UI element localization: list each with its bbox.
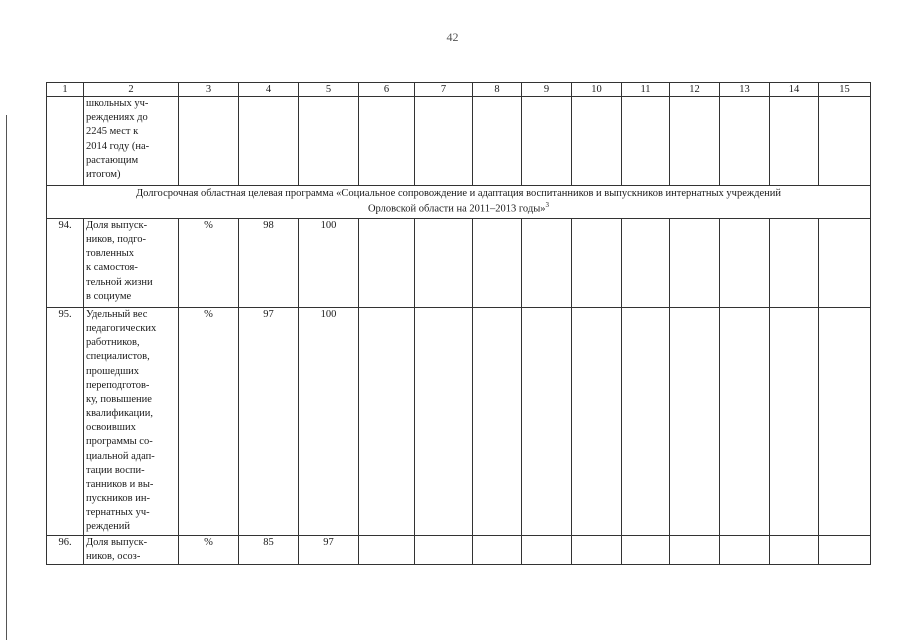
- empty-cell: [819, 307, 871, 535]
- num-cell: [47, 97, 84, 186]
- empty-cell: [239, 97, 299, 186]
- name-line: реждений: [86, 521, 131, 533]
- header-cell: 1: [47, 83, 84, 97]
- header-cell: 6: [359, 83, 415, 97]
- empty-cell: [572, 307, 622, 535]
- table-row: [47, 97, 871, 186]
- empty-cell: [819, 218, 871, 307]
- empty-cell: [670, 535, 720, 564]
- header-cell: 9: [522, 83, 572, 97]
- value-cell: 85: [239, 535, 299, 564]
- name-line: тации воспи-: [86, 464, 145, 476]
- empty-cell: [522, 307, 572, 535]
- column-number-row: [47, 83, 871, 97]
- empty-cell: [522, 535, 572, 564]
- empty-cell: [473, 307, 522, 535]
- indicator-name-cell: [84, 535, 179, 564]
- name-line: Удельный вес: [86, 308, 148, 320]
- empty-cell: [670, 218, 720, 307]
- header-cell: 8: [473, 83, 522, 97]
- empty-cell: [770, 535, 819, 564]
- value-cell: 100: [299, 307, 359, 535]
- name-line: педагогических: [86, 323, 157, 335]
- name-line: танников и вы-: [86, 478, 154, 490]
- header-cell: 5: [299, 83, 359, 97]
- unit-cell: %: [179, 535, 239, 564]
- empty-cell: [359, 218, 415, 307]
- name-line: 2014 году (на-: [86, 140, 150, 152]
- empty-cell: [572, 218, 622, 307]
- name-line: реждениях до: [86, 112, 148, 124]
- empty-cell: [473, 97, 522, 186]
- name-line: Доля выпуск-: [86, 219, 148, 231]
- empty-cell: [819, 535, 871, 564]
- name-line: квалификации,: [86, 408, 154, 420]
- header-cell: 12: [670, 83, 720, 97]
- name-line: тельной жизни: [86, 276, 153, 288]
- header-cell: 15: [819, 83, 871, 97]
- empty-cell: [359, 535, 415, 564]
- empty-cell: [770, 218, 819, 307]
- row-number: 96.: [47, 535, 84, 564]
- page-number: 42: [446, 30, 459, 44]
- name-line: пускников ин-: [86, 493, 151, 505]
- name-line: освоивших: [86, 422, 136, 434]
- name-line: специалистов,: [86, 351, 150, 363]
- header-cell: 4: [239, 83, 299, 97]
- table-row: [47, 535, 871, 564]
- footnote-marker: 3: [545, 201, 550, 210]
- indicator-name-cell: [84, 218, 179, 307]
- section-heading-row: [47, 186, 871, 219]
- empty-cell: [473, 535, 522, 564]
- empty-cell: [770, 97, 819, 186]
- name-line: работников,: [86, 337, 140, 349]
- indicator-name-cell: [84, 97, 179, 186]
- table-row: [47, 218, 871, 307]
- row-number: 95.: [47, 307, 84, 535]
- name-line: Доля выпуск-: [86, 536, 148, 548]
- header-cell: 13: [720, 83, 770, 97]
- name-line: программы со-: [86, 436, 153, 448]
- margin-line: [6, 115, 7, 640]
- empty-cell: [720, 307, 770, 535]
- name-line: 2245 мест к: [86, 126, 139, 138]
- name-line: товленных: [86, 248, 134, 260]
- header-cell: 2: [84, 83, 179, 97]
- name-line: школьных уч-: [86, 98, 149, 109]
- name-line: ников, подго-: [86, 234, 146, 246]
- empty-cell: [522, 97, 572, 186]
- empty-cell: [359, 307, 415, 535]
- empty-cell: [622, 307, 670, 535]
- indicators-table: [46, 82, 871, 565]
- empty-cell: [622, 218, 670, 307]
- name-line: растающим: [86, 154, 139, 166]
- value-cell: 97: [239, 307, 299, 535]
- name-line: к самостоя-: [86, 262, 138, 274]
- table-row: [47, 307, 871, 535]
- empty-cell: [572, 535, 622, 564]
- section-line-1: Долгосрочная областная целевая программа «Социальное сопровождение и адаптация воспитанников и выпускников интернатных учреждений: [136, 188, 781, 199]
- unit-cell: %: [179, 307, 239, 535]
- value-cell: 100: [299, 218, 359, 307]
- empty-cell: [622, 97, 670, 186]
- empty-cell: [359, 97, 415, 186]
- empty-cell: [770, 307, 819, 535]
- name-line: в социуме: [86, 290, 132, 302]
- empty-cell: [720, 218, 770, 307]
- empty-cell: [415, 218, 473, 307]
- name-line: прошедших: [86, 365, 140, 377]
- value-cell: 98: [239, 218, 299, 307]
- header-cell: 3: [179, 83, 239, 97]
- section-line-2-text: Орловской области на 2011–2013 годы»: [367, 203, 546, 215]
- empty-cell: [473, 218, 522, 307]
- empty-cell: [670, 97, 720, 186]
- name-line: циальной адап-: [86, 450, 155, 462]
- section-heading: [47, 186, 871, 219]
- empty-cell: [720, 535, 770, 564]
- empty-cell: [415, 307, 473, 535]
- header-cell: 10: [572, 83, 622, 97]
- empty-cell: [415, 535, 473, 564]
- empty-cell: [720, 97, 770, 186]
- header-cell: 11: [622, 83, 670, 97]
- section-line-2: [51, 201, 866, 217]
- header-cell: 7: [415, 83, 473, 97]
- name-line: итогом): [86, 168, 121, 180]
- name-line: ников, осоз-: [86, 550, 141, 562]
- empty-cell: [670, 307, 720, 535]
- empty-cell: [299, 97, 359, 186]
- empty-cell: [572, 97, 622, 186]
- empty-cell: [522, 218, 572, 307]
- empty-cell: [622, 535, 670, 564]
- name-line: тернатных уч-: [86, 507, 150, 519]
- value-cell: 97: [299, 535, 359, 564]
- empty-cell: [415, 97, 473, 186]
- header-cell: 14: [770, 83, 819, 97]
- empty-cell: [819, 97, 871, 186]
- indicator-name-cell: [84, 307, 179, 535]
- name-line: переподготов-: [86, 379, 150, 391]
- empty-cell: [179, 97, 239, 186]
- unit-cell: %: [179, 218, 239, 307]
- row-number: 94.: [47, 218, 84, 307]
- name-line: ку, повышение: [86, 393, 152, 405]
